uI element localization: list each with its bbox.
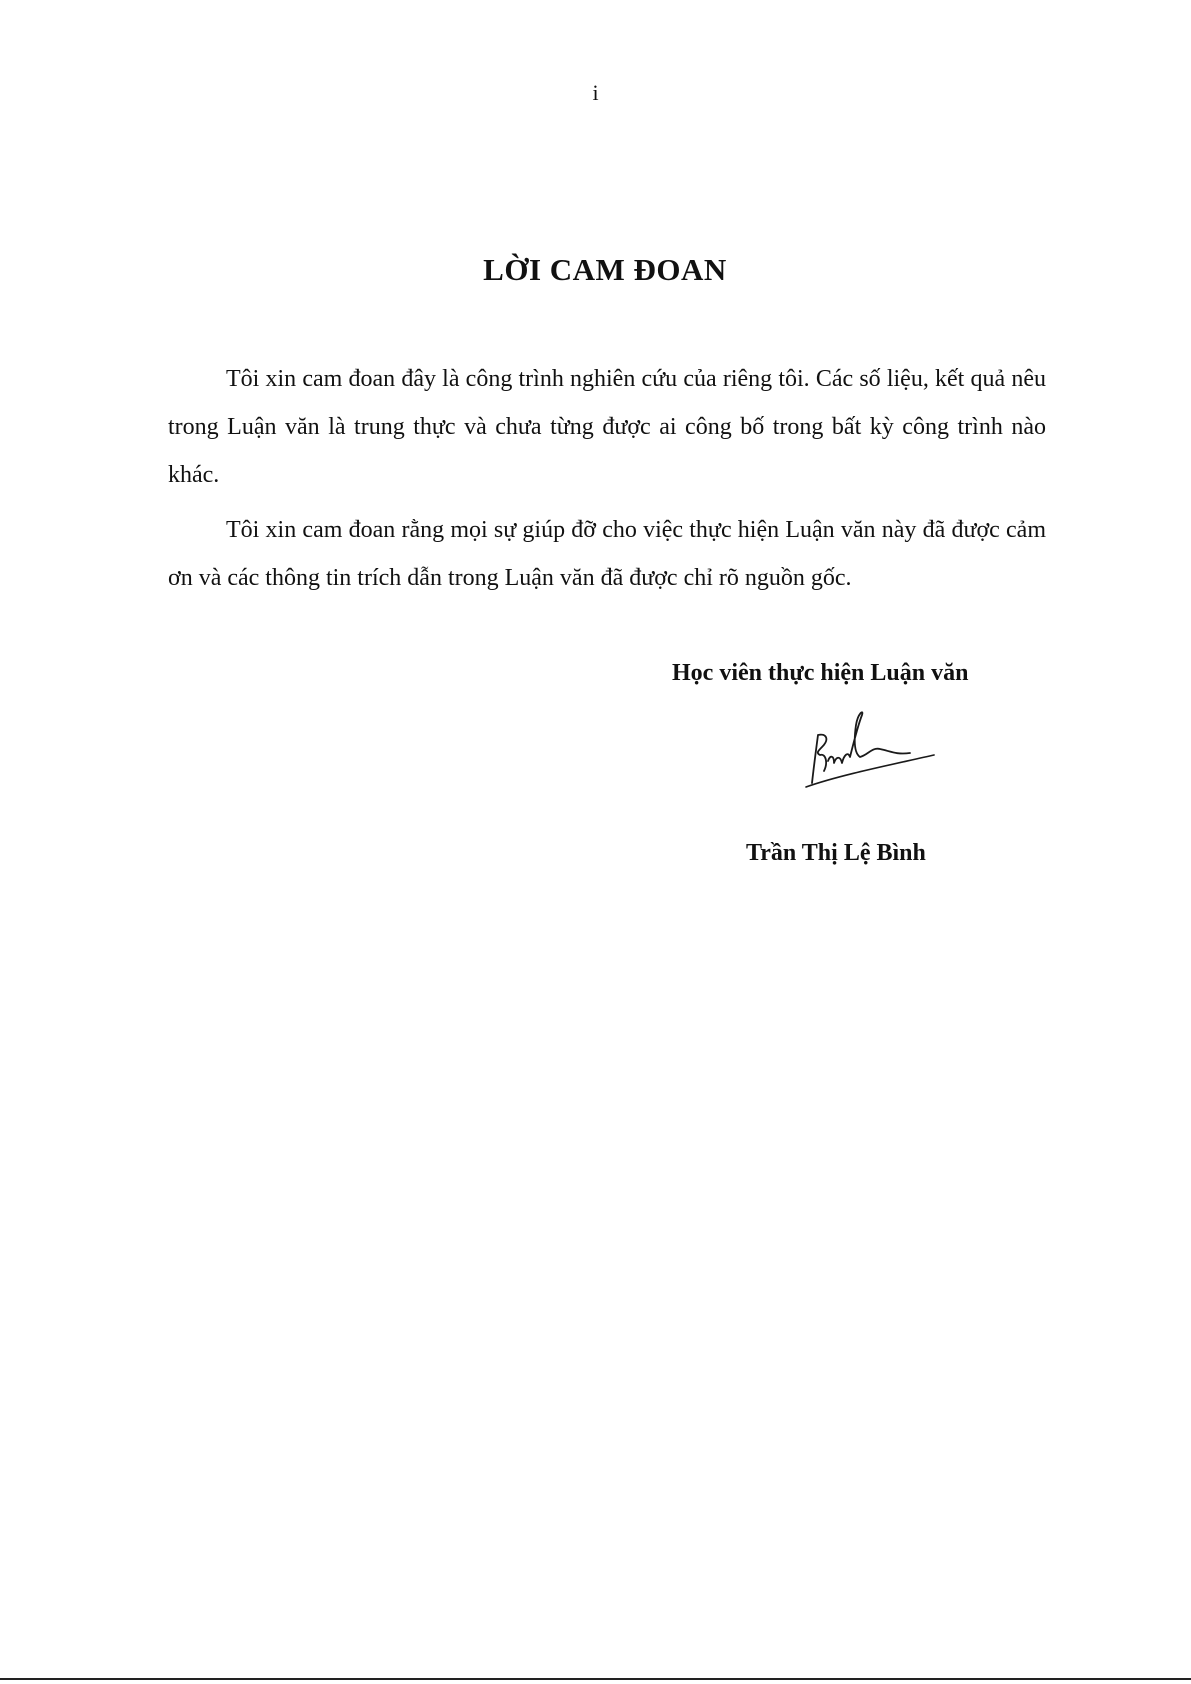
signer-name: Trần Thị Lệ Bình — [746, 840, 926, 866]
page-number: i — [592, 80, 599, 105]
handwritten-signature — [800, 705, 940, 795]
page-title: LỜI CAM ĐOAN — [483, 252, 727, 287]
signer-role: Học viên thực hiện Luận văn — [672, 660, 969, 686]
bottom-border — [0, 1678, 1191, 1680]
declaration-paragraph-1: Tôi xin cam đoan đây là công trình nghiên cứu của riêng tôi. Các số liệu, kết quả nêu trong Luận văn là trung thực và chưa từng được ai công bố trong bất kỳ công trình nào khác. — [168, 366, 1046, 488]
declaration-paragraph-2: Tôi xin cam đoan rằng mọi sự giúp đỡ cho việc thực hiện Luận văn này đã được cảm ơn và các thông tin trích dẫn trong Luận văn đã được chỉ rõ nguồn gốc. — [168, 517, 1046, 591]
